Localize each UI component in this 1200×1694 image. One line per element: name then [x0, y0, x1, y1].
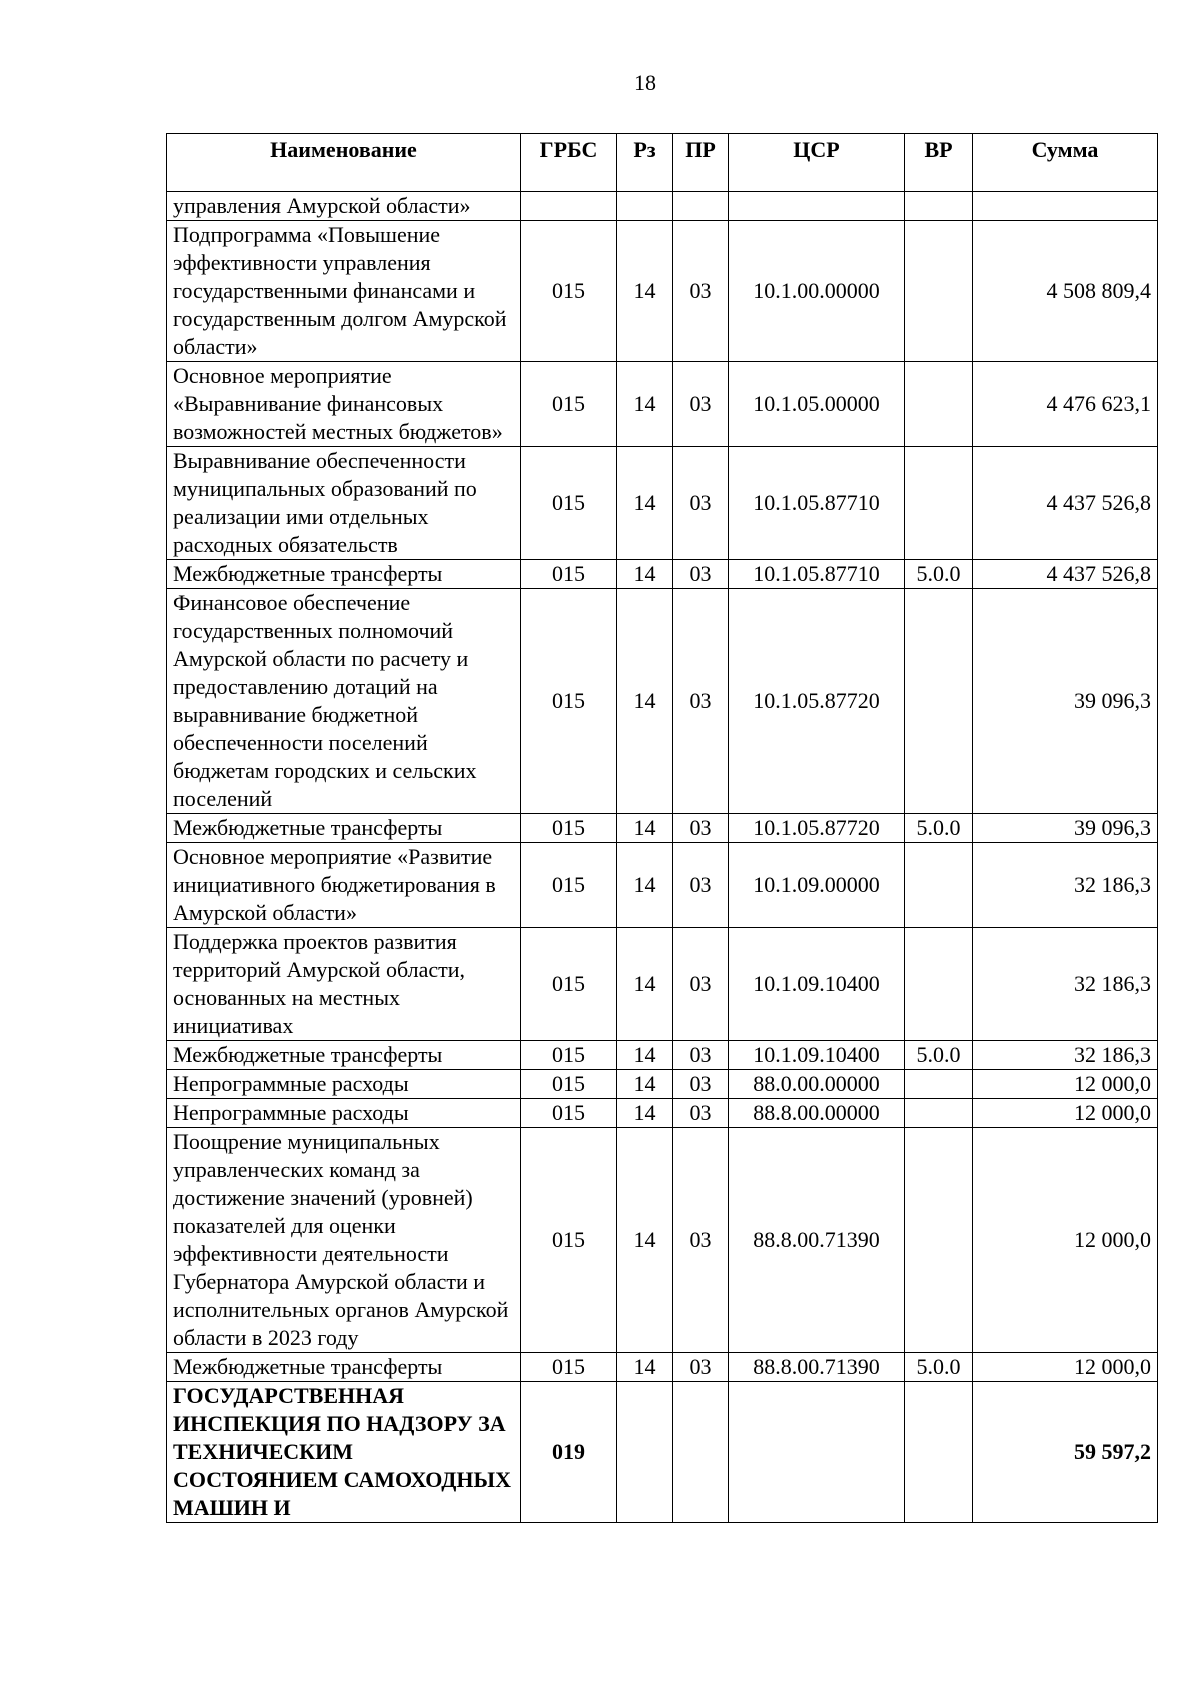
cell-name: Подпрограмма «Повышение эффективности управления государственными финансами и государственным долгом Амурской области» [167, 221, 521, 362]
cell-pr: 03 [673, 1353, 729, 1382]
cell-rz: 14 [617, 1353, 673, 1382]
cell-csr: 10.1.05.00000 [729, 362, 905, 447]
header-rz: Рз [617, 134, 673, 192]
cell-name: Непрограммные расходы [167, 1070, 521, 1099]
cell-grbs: 015 [521, 1070, 617, 1099]
cell-pr: 03 [673, 447, 729, 560]
table-row [167, 843, 1158, 928]
cell-name: Поддержка проектов развития территорий Амурской области, основанных на местных инициативах [167, 928, 521, 1041]
table-row [167, 1070, 1158, 1099]
cell-sum: 39 096,3 [973, 814, 1158, 843]
cell-vr [905, 1099, 973, 1128]
cell-name: Межбюджетные трансферты [167, 1353, 521, 1382]
cell-vr [905, 928, 973, 1041]
table-row [167, 221, 1158, 362]
cell-vr: 5.0.0 [905, 1353, 973, 1382]
cell-grbs: 015 [521, 560, 617, 589]
table-header-row [167, 134, 1158, 192]
cell-sum [973, 192, 1158, 221]
cell-sum: 12 000,0 [973, 1099, 1158, 1128]
page-number: 18 [634, 70, 656, 95]
cell-sum: 32 186,3 [973, 928, 1158, 1041]
budget-table [166, 133, 1158, 1523]
cell-grbs: 015 [521, 1353, 617, 1382]
cell-name: Непрограммные расходы [167, 1099, 521, 1128]
table-row [167, 814, 1158, 843]
cell-pr: 03 [673, 928, 729, 1041]
cell-vr [905, 362, 973, 447]
cell-sum: 59 597,2 [973, 1382, 1158, 1523]
cell-sum: 4 437 526,8 [973, 447, 1158, 560]
header-sum: Сумма [973, 134, 1158, 192]
cell-rz: 14 [617, 843, 673, 928]
cell-grbs: 015 [521, 589, 617, 814]
cell-rz: 14 [617, 928, 673, 1041]
cell-sum: 32 186,3 [973, 843, 1158, 928]
cell-vr [905, 447, 973, 560]
cell-vr [905, 1128, 973, 1353]
cell-csr: 10.1.05.87720 [729, 814, 905, 843]
cell-grbs: 015 [521, 928, 617, 1041]
cell-csr: 88.8.00.71390 [729, 1353, 905, 1382]
cell-vr [905, 1070, 973, 1099]
cell-grbs: 015 [521, 843, 617, 928]
table-row [167, 192, 1158, 221]
cell-grbs: 015 [521, 362, 617, 447]
cell-name: Основное мероприятие «Выравнивание финансовых возможностей местных бюджетов» [167, 362, 521, 447]
cell-rz: 14 [617, 447, 673, 560]
cell-pr: 03 [673, 560, 729, 589]
cell-vr [905, 221, 973, 362]
cell-sum: 39 096,3 [973, 589, 1158, 814]
cell-sum: 12 000,0 [973, 1128, 1158, 1353]
cell-name: управления Амурской области» [167, 192, 521, 221]
table-row [167, 447, 1158, 560]
header-grbs: ГРБС [521, 134, 617, 192]
cell-csr: 88.8.00.71390 [729, 1128, 905, 1353]
header-name: Наименование [167, 134, 521, 192]
cell-csr: 10.1.00.00000 [729, 221, 905, 362]
cell-vr [905, 843, 973, 928]
cell-pr: 03 [673, 814, 729, 843]
cell-grbs: 015 [521, 221, 617, 362]
header-csr: ЦСР [729, 134, 905, 192]
cell-name: Межбюджетные трансферты [167, 814, 521, 843]
cell-rz: 14 [617, 589, 673, 814]
cell-name: Выравнивание обеспеченности муниципальных образований по реализации ими отдельных расходных обязательств [167, 447, 521, 560]
cell-name: Межбюджетные трансферты [167, 560, 521, 589]
header-vr: ВР [905, 134, 973, 192]
cell-csr [729, 1382, 905, 1523]
table-row [167, 1041, 1158, 1070]
header-pr: ПР [673, 134, 729, 192]
table-row [167, 362, 1158, 447]
cell-name: Основное мероприятие «Развитие инициативного бюджетирования в Амурской области» [167, 843, 521, 928]
cell-grbs: 015 [521, 1041, 617, 1070]
cell-csr: 10.1.05.87720 [729, 589, 905, 814]
cell-csr: 10.1.05.87710 [729, 560, 905, 589]
cell-rz: 14 [617, 1128, 673, 1353]
cell-sum: 4 437 526,8 [973, 560, 1158, 589]
cell-pr: 03 [673, 589, 729, 814]
cell-sum: 32 186,3 [973, 1041, 1158, 1070]
cell-grbs: 015 [521, 1099, 617, 1128]
cell-rz: 14 [617, 362, 673, 447]
cell-vr [905, 1382, 973, 1523]
cell-sum: 12 000,0 [973, 1353, 1158, 1382]
cell-name: ГОСУДАРСТВЕННАЯ ИНСПЕКЦИЯ ПО НАДЗОРУ ЗА ТЕХНИЧЕСКИМ СОСТОЯНИЕМ САМОХОДНЫХ МАШИН И [167, 1382, 521, 1523]
cell-vr [905, 589, 973, 814]
cell-csr [729, 192, 905, 221]
cell-name: Поощрение муниципальных управленческих команд за достижение значений (уровней) показателей для оценки эффективности деятельности Губернатора Амурской области и исполнительных органов Амурской области в 2023 году [167, 1128, 521, 1353]
cell-pr: 03 [673, 1099, 729, 1128]
table-row [167, 560, 1158, 589]
cell-vr: 5.0.0 [905, 560, 973, 589]
cell-csr: 10.1.09.00000 [729, 843, 905, 928]
cell-csr: 10.1.05.87710 [729, 447, 905, 560]
cell-pr: 03 [673, 1128, 729, 1353]
cell-grbs [521, 192, 617, 221]
cell-pr [673, 1382, 729, 1523]
cell-rz [617, 192, 673, 221]
cell-rz: 14 [617, 814, 673, 843]
cell-pr: 03 [673, 843, 729, 928]
cell-csr: 88.8.00.00000 [729, 1099, 905, 1128]
cell-csr: 10.1.09.10400 [729, 1041, 905, 1070]
cell-rz [617, 1382, 673, 1523]
table-row [167, 1099, 1158, 1128]
table-row [167, 1128, 1158, 1353]
cell-csr: 10.1.09.10400 [729, 928, 905, 1041]
cell-name: Межбюджетные трансферты [167, 1041, 521, 1070]
cell-csr: 88.0.00.00000 [729, 1070, 905, 1099]
cell-rz: 14 [617, 1099, 673, 1128]
cell-pr [673, 192, 729, 221]
cell-sum: 4 476 623,1 [973, 362, 1158, 447]
cell-pr: 03 [673, 1041, 729, 1070]
cell-rz: 14 [617, 1070, 673, 1099]
cell-rz: 14 [617, 560, 673, 589]
cell-name: Финансовое обеспечение государственных полномочий Амурской области по расчету и предоставлению дотаций на выравнивание бюджетной обеспеченности поселений бюджетам городских и сельских поселений [167, 589, 521, 814]
cell-pr: 03 [673, 362, 729, 447]
cell-sum: 12 000,0 [973, 1070, 1158, 1099]
table-row [167, 1353, 1158, 1382]
table-row [167, 1382, 1158, 1523]
cell-rz: 14 [617, 1041, 673, 1070]
cell-grbs: 015 [521, 1128, 617, 1353]
cell-grbs: 015 [521, 814, 617, 843]
table-row [167, 589, 1158, 814]
table-row [167, 928, 1158, 1041]
cell-vr: 5.0.0 [905, 814, 973, 843]
cell-pr: 03 [673, 221, 729, 362]
cell-grbs: 015 [521, 447, 617, 560]
cell-pr: 03 [673, 1070, 729, 1099]
cell-grbs: 019 [521, 1382, 617, 1523]
cell-sum: 4 508 809,4 [973, 221, 1158, 362]
cell-vr [905, 192, 973, 221]
cell-vr: 5.0.0 [905, 1041, 973, 1070]
cell-rz: 14 [617, 221, 673, 362]
